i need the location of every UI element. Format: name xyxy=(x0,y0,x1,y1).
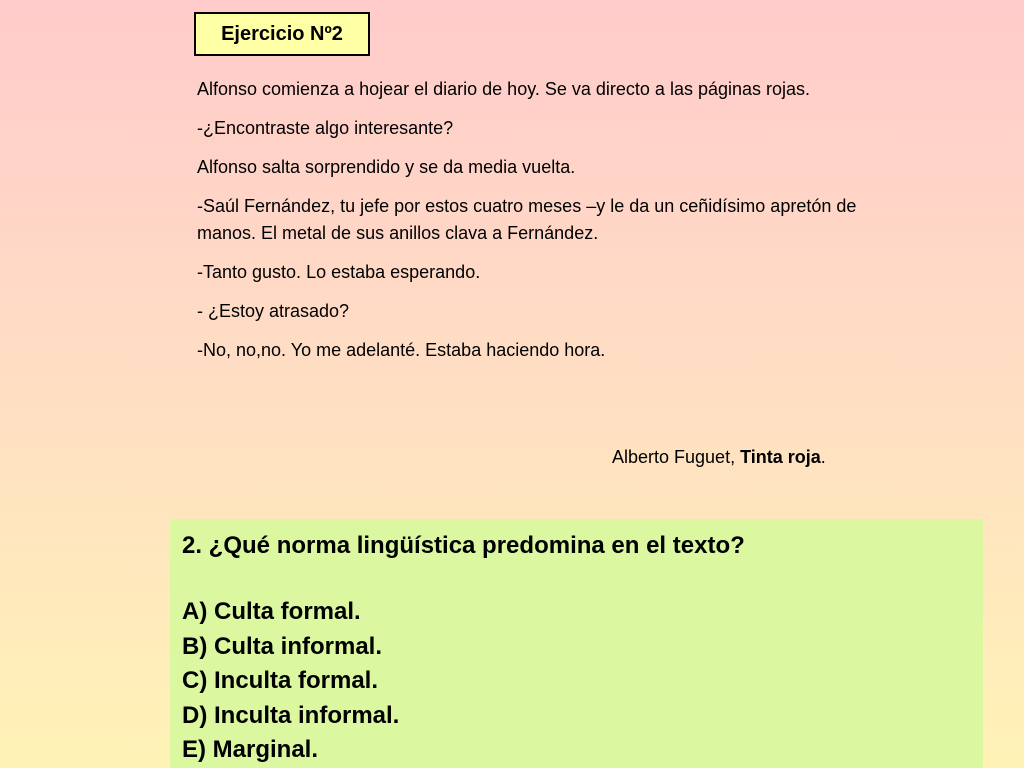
passage-paragraph: -Tanto gusto. Lo estaba esperando. xyxy=(197,262,481,282)
passage-paragraph: -¿Encontraste algo interesante? xyxy=(197,118,454,138)
exercise-title: Ejercicio Nº2 xyxy=(194,12,370,56)
passage-paragraph: - ¿Estoy atrasado? xyxy=(197,301,350,321)
passage-paragraph: -No, no,no. Yo me adelanté. Estaba haciendo hora. xyxy=(197,340,606,360)
attribution-book: Tinta roja xyxy=(740,447,821,467)
attribution xyxy=(612,444,826,471)
passage-paragraph: Alfonso comienza a hojear el diario de hoy. Se va directo a las páginas rojas. xyxy=(197,79,811,99)
question-box xyxy=(170,519,983,768)
answer-option-a: A) Culta formal. xyxy=(182,598,361,625)
passage xyxy=(197,76,857,376)
passage-paragraph: -Saúl Fernández, tu jefe por estos cuatro meses –y le da un ceñidísimo apretón de manos. El metal de sus anillos clava a Fernández. xyxy=(197,196,857,243)
attribution-end: . xyxy=(820,447,826,467)
answer-option-b: B) Culta informal. xyxy=(182,632,383,660)
question-text: 2. ¿Qué norma lingüística predomina en el texto? xyxy=(182,532,745,559)
answer-option-d: D) Inculta informal. xyxy=(182,701,400,729)
passage-paragraph: Alfonso salta sorprendido y se da media vuelta. xyxy=(197,157,576,177)
answer-option-e: E) Marginal. xyxy=(182,736,319,763)
attribution-author: Alberto Fuguet, xyxy=(612,447,741,467)
answer-option-c: C) Inculta formal. xyxy=(182,667,379,694)
